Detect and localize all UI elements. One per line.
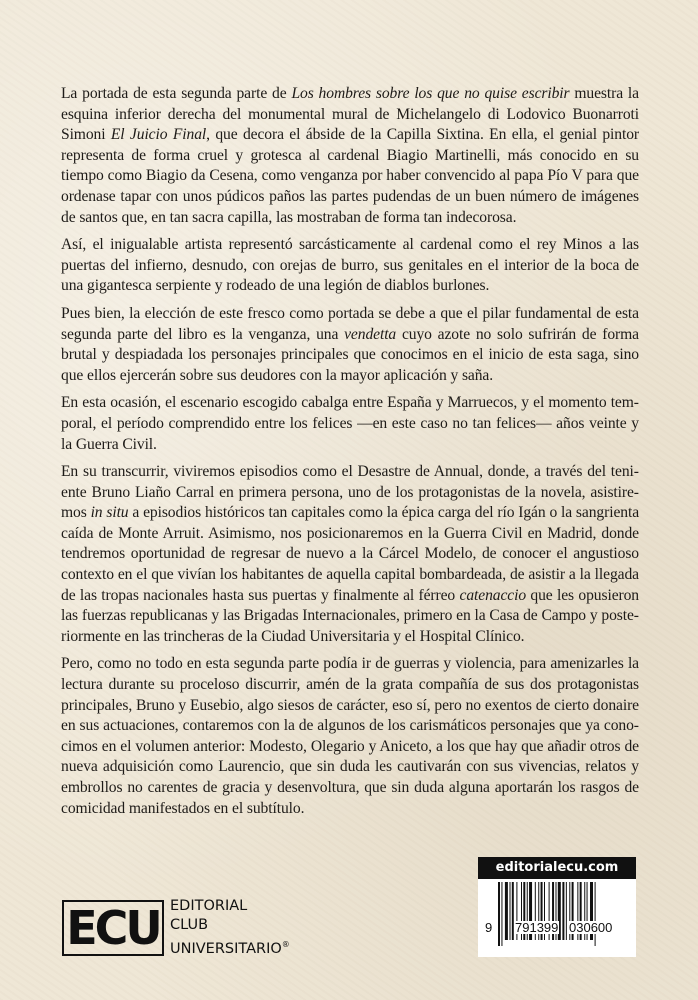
paragraph — [61, 235, 639, 297]
website-label: editorialecu.com — [478, 857, 636, 879]
barcode-bars — [478, 879, 636, 951]
barcode-bar — [562, 882, 564, 940]
publisher-name — [170, 897, 290, 959]
text-run: que les opusieron las fuerzas republicanas y las Brigadas Internacionales, primero en la Casa de Campo y posteriormente en las trincheras de la Ciudad Universitaria y el Hospital Clínico. — [61, 586, 639, 645]
text-run: Pero, como no todo en esta segunda parte podía ir de guerras y violencia, para amenizarles la lectura durante su proceloso discurrir, amén de la grata compañía de sus dos protagonistas principales, Bruno y Eusebio, algo siesos de carácter, eso sí, pero no exentos de cierto donaire en sus actuaciones, contaremos con la de algunos de los carismáticos personajes que ya conocimos en el volumen anterior: Modesto, Olegario y Aniceto, a los que hay que añadir otros de nueva adquisición como Laurencio, que sin duda les cautivarán con sus vivencias, relatos y embrollos no carentes de gracia y desenvoltura, que sin duda alguna aportarán los rasgos de comicidad manifestados en el subtítulo. — [61, 655, 639, 817]
text-run: Pues bien, la elección de este fresco como portada se debe a que el pilar fundamental de esta segunda parte del libro es la venganza, una — [61, 304, 639, 343]
barcode-bar — [595, 882, 596, 946]
barcode-digit-first: 9 — [485, 920, 493, 935]
barcode-digits-left: 791399 — [515, 920, 559, 935]
italic-text: catenaccio — [459, 586, 527, 604]
publisher-line-3: UNIVERSITARIO — [170, 940, 282, 957]
italic-text: in situ — [90, 504, 129, 522]
paragraph — [61, 393, 639, 455]
ecu-logo-mark: ECU — [62, 900, 164, 956]
isbn-barcode — [478, 857, 636, 957]
publisher-logo — [62, 897, 290, 959]
paragraph — [61, 84, 639, 228]
paragraph — [61, 654, 639, 819]
paragraph — [61, 462, 639, 647]
barcode-bar — [501, 882, 502, 946]
text-run: muestra la esquina inferior derecha del monumental mural de Michelangelo di Lodovico Buonarroti Simoni — [61, 85, 639, 144]
text-run: La portada de esta segunda parte de — [61, 85, 292, 102]
paragraph — [61, 304, 639, 386]
publisher-line-1: EDITORIAL — [170, 898, 248, 914]
italic-text: El Juicio Final — [110, 126, 207, 144]
italic-text: Los hombres sobre los que no quise escribir — [291, 85, 570, 102]
text-run: En esta ocasión, el escenario escogido cabalga entre España y Marruecos, y el momento temporal, el período comprendido entre los felices —en este caso no tan felices— años veinte y la Guerra Civil. — [61, 394, 639, 453]
back-cover-text — [61, 84, 639, 826]
publisher-line-2: CLUB — [170, 917, 209, 933]
barcode-bar — [566, 882, 567, 940]
text-run: a episodios históricos tan capitales como la épica carga del río Igán o la sangrienta caída de Monte Arruit. Asimismo, nos posicionaremos en la Guerra Civil en Madrid, donde tendremos oportunidad de regresar de nuevo a la Cárcel Modelo, de conocer el angustioso contexto en el que vivían los habitantes de aquella capital bombardeada, de asistir a la llegada de las tropas nacionales hasta sus puertas y finalmente al férreo — [61, 504, 640, 604]
italic-text: vendetta — [344, 325, 397, 343]
barcode-bar — [498, 882, 500, 946]
text-run: , que decora el ábside de la Capilla Sixtina. En ella, el genial pintor representa de forma cruel y grotesca al cardenal Biagio Martinelli, más conocido en su tiempo como Biagio da Cesena, como venganza por haber convencido al papa Pío V para que ordenase tapar con unos púdicos paños las partes pudendas de un buen número de imágenes de santos que, en tan sacra capilla, las mostraban de forma tan indecorosa. — [61, 126, 640, 226]
barcode-bar — [510, 882, 511, 940]
registered-mark: ® — [281, 940, 290, 949]
barcode-digits-right: 030600 — [569, 920, 613, 935]
text-run: En su transcurrir, viviremos episodios como el Desastre de Annual, donde, a través del teniente Bruno Liaño Carral en primera persona, uno de los protagonistas de la novela, asistiremos — [61, 463, 639, 522]
text-run: Así, el inigualable artista representó sarcásticamente al cardenal como el rey Minos a las puertas del infierno, desnudo, con orejas de burro, sus genitales en el interior de la boca de una gigantesca serpiente y rodeado de una legión de diablos burlones. — [61, 236, 639, 295]
text-run: cuyo azote no solo sufrirán de forma brutal y despiadada los personajes principales que conocimos en el inicio de esta saga, sino que ellos ejercerán sobre sus deudores con la mayor aplicación y saña. — [61, 325, 639, 384]
barcode-bar — [505, 882, 508, 940]
